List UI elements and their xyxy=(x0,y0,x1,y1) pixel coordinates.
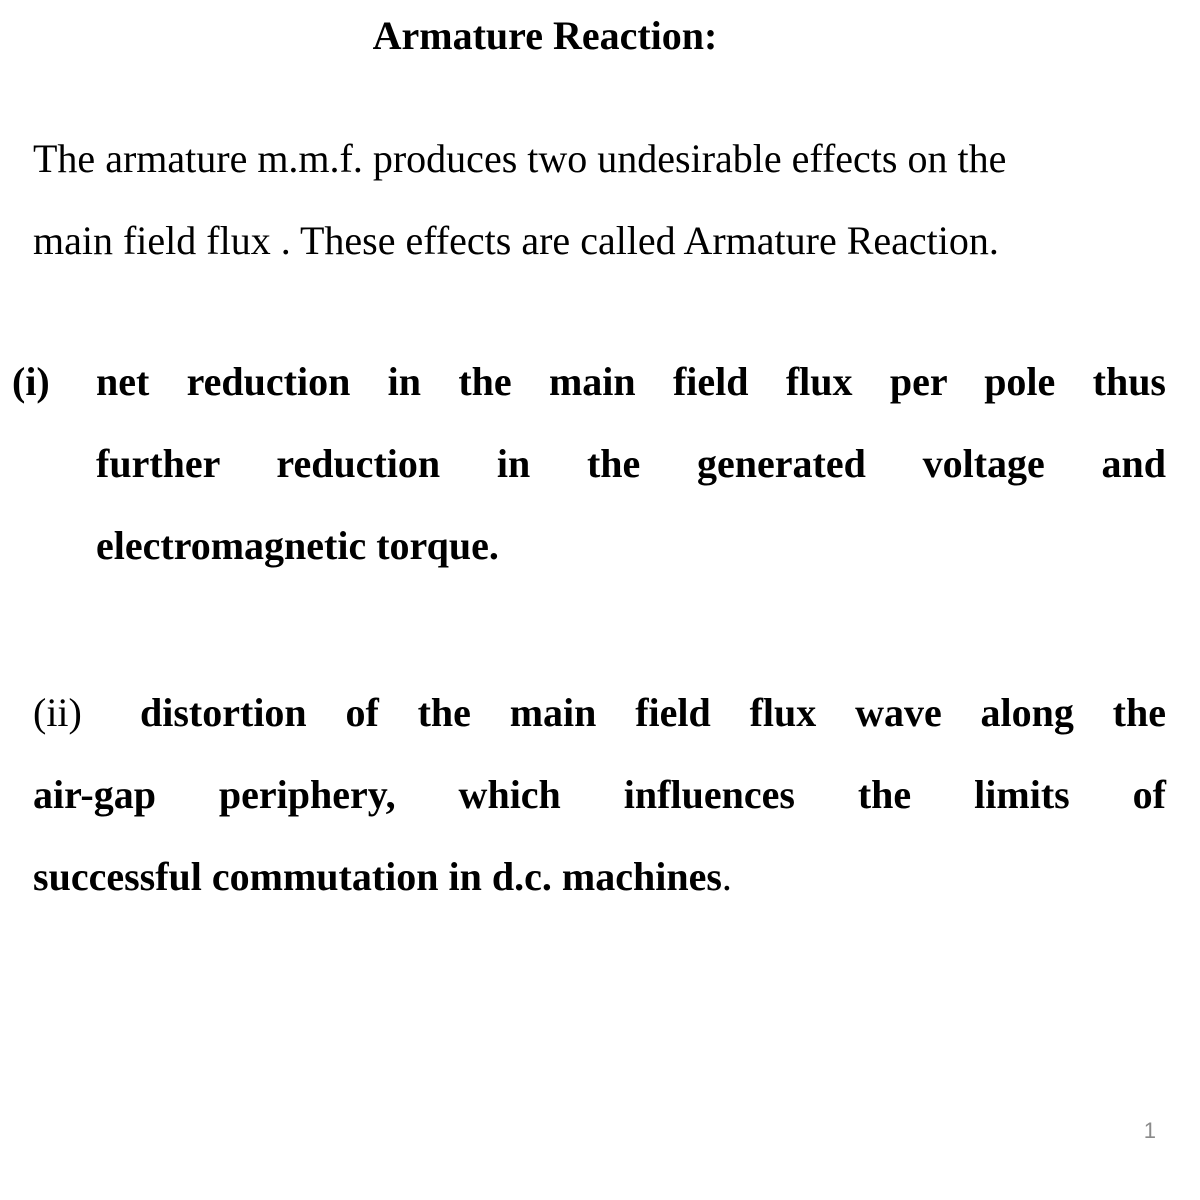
list-item-i-line-3: electromagnetic torque. xyxy=(96,523,499,568)
list-item-i-line-1: net reduction in the main field flux per pole thus xyxy=(96,359,1166,404)
slide-title: Armature Reaction: xyxy=(372,13,718,58)
list-item-ii-line-3-wrap xyxy=(33,836,1166,918)
list-item-ii xyxy=(33,672,1166,918)
list-item-i-line-2: further reduction in the generated voltage and xyxy=(96,441,1166,486)
intro-paragraph xyxy=(33,118,1173,282)
list-item-ii-line-2: air-gap periphery, which influences the limits of xyxy=(33,772,1166,817)
list-marker-ii: (ii) xyxy=(33,690,82,735)
list-item-ii-first-line xyxy=(33,672,1166,754)
list-item-ii-period: . xyxy=(721,854,732,899)
intro-line-2: main field flux . These effects are called Armature Reaction. xyxy=(33,218,999,263)
list-item-ii-line-3: successful commutation in d.c. machines xyxy=(33,854,722,899)
page-number: 1 xyxy=(1143,1118,1156,1143)
list-item-ii-line-1: distortion of the main field flux wave along the xyxy=(140,690,1166,735)
intro-line-1: The armature m.m.f. produces two undesirable effects on the xyxy=(33,136,1007,181)
list-marker-i: (i) xyxy=(12,359,50,404)
list-item-i-text xyxy=(96,341,1166,587)
